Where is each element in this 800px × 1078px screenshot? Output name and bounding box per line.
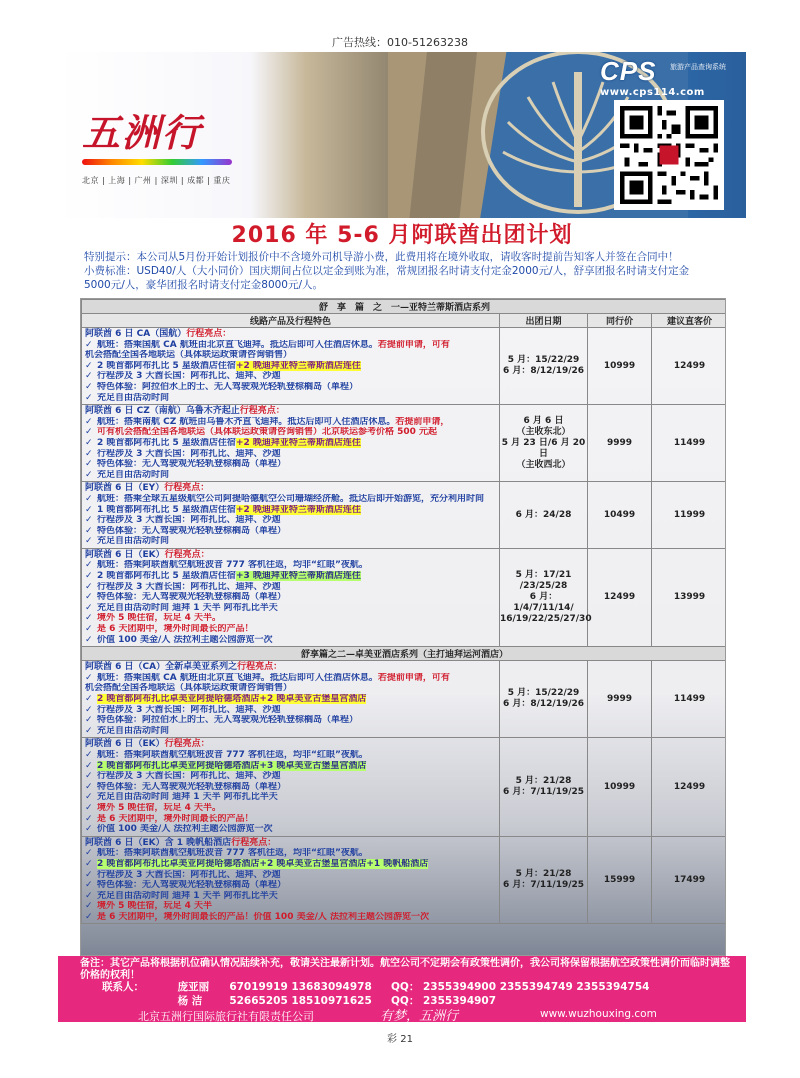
header-banner: [58, 52, 746, 218]
date-line: 6 月：7/11/19/25: [502, 787, 585, 798]
check-icon: ✓: [85, 613, 93, 624]
tour-schedule-table: [80, 298, 726, 956]
line-note: 若提前申请，可有: [377, 672, 450, 683]
itinerary-line: [85, 715, 496, 726]
slogan: 有梦，五洲行: [380, 1009, 459, 1022]
col-header-retail-price: 建议直客价: [652, 314, 727, 328]
contact-phones: 52665205 18510971625: [229, 995, 372, 1007]
line-note: 若提前申请，: [395, 416, 450, 427]
section-title: 舒 享 篇 之 一—亚特兰蒂斯酒店系列: [82, 300, 727, 314]
contact-qq: 2355394900 2355394749 2355394754: [422, 981, 650, 993]
check-icon: ✓: [85, 771, 93, 782]
itinerary-line: [85, 803, 496, 814]
page-number: 彩 21: [387, 1034, 413, 1045]
itinerary-line: [85, 603, 496, 614]
date-line: 6 月：24/28: [515, 509, 572, 520]
company-name: 北京五洲行国际旅行社有限责任公司: [138, 1010, 314, 1022]
date-line: 6 月：8/12/19/26: [502, 699, 585, 710]
check-icon: ✓: [85, 901, 93, 912]
date-line: 16/19/22/25/27/30: [500, 614, 592, 625]
departure-dates: [500, 738, 588, 836]
itinerary-line: [85, 417, 496, 428]
table-row: [82, 405, 727, 482]
retail-price: 17499: [652, 836, 727, 924]
line-text: 充足自由活动时间: [97, 392, 170, 403]
table-row: [82, 482, 727, 549]
itinerary-line: [85, 361, 496, 372]
line-text: 充足自由活动时间 迪拜 1 天半 阿布扎比半天: [97, 602, 278, 613]
itinerary-line: [85, 859, 496, 870]
itinerary-line: [85, 891, 496, 902]
qq-label: QQ：: [390, 995, 420, 1007]
hotel-highlight: +2 晚迪拜亚特兰蒂斯酒店连住: [235, 437, 361, 448]
retail-price: 12499: [652, 328, 727, 405]
contact-label: 联系人：: [102, 981, 144, 993]
section-header-row: [82, 300, 727, 314]
retail-price: 13999: [652, 548, 727, 646]
retail-price: 12499: [652, 738, 727, 836]
line-text: 航班：搭乘阿联酋航空航班波音 777 客机往返，均非“红眼”夜航。: [97, 749, 368, 760]
departure-dates: [500, 548, 592, 646]
check-icon: ✓: [85, 381, 93, 392]
flyer-page: [58, 52, 746, 1022]
itinerary-line: [85, 635, 496, 646]
check-icon: ✓: [85, 848, 93, 859]
cps-url: www.cps114.com: [600, 87, 705, 98]
qr-code: [614, 100, 724, 210]
contact-name: 杨 洁: [177, 995, 203, 1007]
route-description: [82, 836, 500, 924]
itinerary-line: [85, 470, 496, 481]
route-highlight-label: 行程亮点：: [186, 329, 232, 339]
line-text: 境外 5 晚住宿，玩足 4 天半。: [97, 802, 222, 813]
itinerary-line: [85, 673, 496, 684]
route-description: [82, 738, 500, 836]
hotel-highlight: +2 晚迪拜亚特兰蒂斯酒店连住: [235, 360, 361, 371]
route-description: [82, 405, 500, 482]
line-text: 2 晚首都阿布扎比 5 星级酒店住宿: [97, 437, 236, 448]
check-icon: ✓: [85, 634, 93, 645]
itinerary-line: [85, 792, 496, 803]
route-name: 阿联酋 6 日（CA）全新卓美亚系列之: [85, 662, 238, 673]
itinerary-line: [85, 582, 496, 593]
itinerary-line: [85, 459, 496, 470]
line-text: 可有机会搭配全国各地联运（具体联运政策请咨询销售）北京联运参考价格 500 元起: [97, 427, 438, 438]
check-icon: ✓: [85, 704, 93, 715]
cps-logo: CPS: [600, 56, 657, 86]
itinerary-line: [85, 494, 496, 505]
itinerary-line: [85, 571, 496, 582]
check-icon: ✓: [85, 792, 93, 803]
itinerary-line: [85, 694, 496, 705]
route-name: 阿联酋 6 日 CA（国航）: [85, 329, 187, 339]
route-name: 阿联酋 6 日 CZ（南航）乌鲁木齐起止: [85, 406, 240, 417]
check-icon: ✓: [85, 911, 93, 922]
check-icon: ✓: [85, 624, 93, 635]
contact-name: 庞亚丽: [177, 981, 210, 993]
check-icon: ✓: [85, 459, 93, 470]
hotel-highlight: 2 晚首都阿布扎比卓美亚阿提哈德塔酒店+3 晚卓美亚古堡皇宫酒店: [97, 760, 367, 771]
check-icon: ✓: [85, 749, 93, 760]
check-icon: ✓: [85, 824, 93, 835]
check-icon: ✓: [85, 571, 93, 582]
check-icon: ✓: [85, 536, 93, 547]
col-header-product: 线路产品及行程特色: [82, 314, 500, 328]
table-row: [82, 661, 727, 738]
itinerary-line: [85, 350, 496, 361]
line-text: 行程涉及 3 大酋长国：阿布扎比、迪拜、沙迦: [97, 448, 281, 459]
route-title: [85, 662, 496, 673]
column-header-row: [82, 314, 727, 328]
check-icon: ✓: [85, 392, 93, 403]
date-line: （主收西北）: [516, 459, 571, 470]
itinerary-line: [85, 814, 496, 825]
line-text: 机会搭配全国各地联运（具体联运政策请咨询销售）: [85, 683, 293, 694]
check-icon: ✓: [85, 672, 93, 683]
check-icon: ✓: [85, 416, 93, 427]
route-name: 阿联酋 6 日（EK）: [85, 549, 165, 560]
itinerary-line: [85, 560, 496, 571]
cps-badge: [600, 56, 740, 104]
check-icon: ✓: [85, 725, 93, 736]
line-text: 充足自由活动时间: [97, 725, 170, 736]
line-text: 特色体验：无人驾驶观光轻轨登棕榈岛（单程）: [97, 525, 287, 536]
hotel-highlight: 2 晚首都阿布扎比卓美亚阿提哈德塔酒店+2 晚卓美亚古堡皇宫酒店: [97, 694, 367, 704]
date-line: 6 月：8/12/19/26: [502, 366, 585, 377]
line-text: 价值 100 美金/人 法拉利主题公园游览一次: [97, 824, 273, 835]
rainbow-stripe: [82, 159, 232, 165]
departure-dates: [500, 661, 588, 738]
route-highlight-label: 行程亮点：: [237, 662, 283, 673]
special-notes: [84, 250, 724, 292]
line-text: 是 6 天团期中，境外时间最长的产品！: [97, 813, 254, 824]
line-text: 特色体验：无人驾驶观光轻轨登棕榈岛（单程）: [97, 781, 287, 792]
company-website: www.wuzhouxing.com: [540, 1008, 657, 1020]
table-row: [82, 548, 727, 646]
check-icon: ✓: [85, 493, 93, 504]
itinerary-line: [85, 613, 496, 624]
route-title: [85, 329, 496, 340]
line-text: 机会搭配全国各地联运（具体联运政策请咨询销售）: [85, 350, 293, 361]
brand-wordmark: 五洲行: [82, 110, 203, 155]
col-header-dates: 出团日期: [500, 314, 588, 328]
note-line: 5000元/人，豪华团报名时请支付定金8000元/人。: [84, 279, 324, 291]
check-icon: ✓: [85, 890, 93, 901]
cps-subtitle: 旅游产品查询系统: [670, 63, 726, 71]
check-icon: ✓: [85, 448, 93, 459]
line-text: 境外 5 晚住宿，玩足 4 天半: [97, 901, 213, 912]
check-icon: ✓: [85, 592, 93, 603]
company-logo: [82, 102, 252, 192]
check-icon: ✓: [85, 602, 93, 613]
contact-row: [102, 979, 649, 994]
table-row: [82, 836, 727, 924]
route-title: [85, 838, 496, 849]
line-note: 若提前申请，可有: [377, 339, 450, 350]
date-line: 5 月：17/21: [515, 570, 572, 581]
itinerary-line: [85, 449, 496, 460]
line-text: 特色体验：阿拉伯水上的士、无人驾驶观光轻轨登棕榈岛（单程）: [97, 381, 359, 392]
route-name: 阿联酋 6 日（EK）: [85, 739, 165, 750]
peer-price: 15999: [588, 836, 652, 924]
retail-price: 11499: [652, 661, 727, 738]
route-name: 阿联酋 6 日（EY）: [85, 483, 165, 494]
date-line: 6 月 6 日: [523, 415, 564, 426]
check-icon: ✓: [85, 802, 93, 813]
itinerary-line: [85, 848, 496, 859]
check-icon: ✓: [85, 525, 93, 536]
departure-dates: [500, 405, 588, 482]
itinerary-line: [85, 726, 496, 737]
itinerary-line: [85, 592, 496, 603]
peer-price: 9999: [588, 661, 652, 738]
section-header-row: [82, 647, 727, 661]
table-row: [82, 738, 727, 836]
itinerary-line: [85, 761, 496, 772]
route-name: 阿联酋 6 日（EK）含 1 晚帆船酒店: [85, 837, 232, 848]
route-highlight-label: 行程亮点：: [239, 406, 285, 417]
check-icon: ✓: [85, 694, 93, 704]
route-highlight-label: 行程亮点：: [164, 483, 210, 494]
check-icon: ✓: [85, 581, 93, 592]
itinerary-line: [85, 901, 496, 912]
line-text: 行程涉及 3 大酋长国：阿布扎比、迪拜、沙迦: [97, 581, 281, 592]
page-title: 2016 年 5-6 月阿联酋出团计划: [231, 223, 573, 248]
check-icon: ✓: [85, 437, 93, 448]
itinerary-line: [85, 393, 496, 404]
line-text: 充足自由活动时间: [97, 469, 170, 480]
contact-qq: 2355394907: [422, 995, 497, 1007]
route-description: [82, 328, 500, 405]
route-title: [85, 739, 496, 750]
date-line: 6 月：7/11/19/25: [502, 880, 585, 891]
line-text: 行程涉及 3 大酋长国：阿布扎比、迪拜、沙迦: [97, 704, 281, 715]
date-line: 6 月：1/4/7/11/14/: [513, 592, 574, 614]
retail-price: 11999: [652, 482, 727, 549]
route-title: [85, 550, 496, 561]
itinerary-line: [85, 340, 496, 351]
departure-dates: [500, 482, 588, 549]
line-text: 特色体验：无人驾驶观光轻轨登棕榈岛（单程）: [97, 592, 287, 603]
line-text: 行程涉及 3 大酋长国：阿布扎比、迪拜、沙迦: [97, 771, 281, 782]
line-text: 充足自由活动时间 迪拜 1 天半 阿布扎比半天: [97, 890, 278, 901]
route-title: [85, 483, 496, 494]
line-text: 价值 100 美金/人 法拉利主题公园游览一次: [97, 634, 273, 645]
itinerary-line: [85, 505, 496, 516]
itinerary-line: [85, 427, 496, 438]
peer-price: 10999: [588, 328, 652, 405]
check-icon: ✓: [85, 504, 93, 515]
hotel-highlight: +3 晚迪拜亚特兰蒂斯酒店连住: [235, 571, 361, 582]
date-line: /23/25/28: [519, 581, 568, 592]
itinerary-line: [85, 782, 496, 793]
line-text: 行程涉及 3 大酋长国：阿布扎比、迪拜、沙迦: [97, 371, 281, 382]
check-icon: ✓: [85, 515, 93, 526]
peer-price: 12499: [588, 548, 652, 646]
table-row: [82, 328, 727, 405]
check-icon: ✓: [85, 469, 93, 480]
itinerary-line: [85, 371, 496, 382]
check-icon: ✓: [85, 869, 93, 880]
date-line: 5 月：15/22/29: [507, 688, 580, 699]
itinerary-line: [85, 705, 496, 716]
route-description: [82, 661, 500, 738]
route-description: [82, 482, 500, 549]
line-text: 1 晚首都阿布扎比 5 星级酒店住宿: [97, 504, 236, 515]
peer-price: 9999: [588, 405, 652, 482]
line-text: 行程涉及 3 大酋长国：阿布扎比、迪拜、沙迦: [97, 515, 281, 526]
route-description: [82, 548, 500, 646]
line-text: 特色体验：无人驾驶观光轻轨登棕榈岛（单程）: [97, 880, 287, 891]
footer-remark: 备注：其它产品将根据机位确认情况陆续补充，敬请关注最新计划。航空公司不定期会有政策性调价，我公司将保留根据航空政策性调价而临时调整价格的权利！: [80, 958, 730, 981]
peer-price: 10499: [588, 482, 652, 549]
check-icon: ✓: [85, 360, 93, 371]
peer-price: 10999: [588, 738, 652, 836]
itinerary-line: [85, 536, 496, 547]
hotel-highlight: 2 晚首都阿布扎比卓美亚阿提哈德塔酒店+2 晚卓美亚古堡皇宫酒店+1 晚帆船酒店: [97, 858, 429, 869]
col-header-peer-price: 同行价: [588, 314, 652, 328]
date-line: 5 月：21/28: [515, 776, 572, 787]
line-text: 航班：搭乘南航 CZ 航班由乌鲁木齐直飞迪拜。抵达后即可入住酒店休息。: [97, 416, 396, 427]
itinerary-line: [85, 750, 496, 761]
line-text: 境外 5 晚住宿，玩足 4 天半。: [97, 613, 222, 624]
check-icon: ✓: [85, 371, 93, 382]
itinerary-line: [85, 683, 496, 694]
line-text: 2 晚首都阿布扎比 5 星级酒店住宿: [97, 571, 236, 582]
qq-label: QQ：: [390, 981, 420, 993]
line-text: 航班：搭乘国航 CA 航班由北京直飞迪拜。抵达后即可入住酒店休息。: [97, 339, 378, 350]
check-icon: ✓: [85, 781, 93, 792]
check-icon: ✓: [85, 813, 93, 824]
retail-price: 11499: [652, 405, 727, 482]
itinerary-line: [85, 824, 496, 835]
date-line: 5 月 23 日/6 月 20 日: [501, 437, 586, 459]
contact-phones: 67019919 13683094978: [229, 981, 372, 993]
itinerary-line: [85, 912, 496, 923]
check-icon: ✓: [85, 427, 93, 438]
footer-bar: [58, 956, 746, 1022]
itinerary-line: [85, 515, 496, 526]
hotel-highlight: +2 晚迪拜亚特兰蒂斯酒店连住: [235, 504, 361, 515]
line-text: 是 6 天团期中，境外时间最长的产品！价值 100 美金/人 法拉利主题公园游览一次: [97, 911, 430, 922]
departure-dates: [500, 328, 588, 405]
date-line: 5 月：15/22/29: [507, 355, 580, 366]
line-text: 特色体验：无人驾驶观光轻轨登棕榈岛（单程）: [97, 459, 287, 470]
itinerary-line: [85, 870, 496, 881]
check-icon: ✓: [85, 760, 93, 771]
itinerary-line: [85, 880, 496, 891]
check-icon: ✓: [85, 560, 93, 571]
line-text: 航班：搭乘国航 CA 航班由北京直飞迪拜。抵达后即可入住酒店休息。: [97, 672, 378, 683]
itinerary-line: [85, 624, 496, 635]
route-highlight-label: 行程亮点：: [164, 739, 210, 750]
check-icon: ✓: [85, 880, 93, 891]
line-text: 行程涉及 3 大酋长国：阿布扎比、迪拜、沙迦: [97, 869, 281, 880]
branch-cities: 北京 | 上海 | 广州 | 深圳 | 成都 | 重庆: [82, 176, 231, 185]
note-line: 小费标准：USD40/人（大小同价）国庆期间占位以定金到账为准，常规团报名时请支付定金2000元/人，舒享团报名时请支付定金: [84, 265, 690, 277]
line-text: 是 6 天团期中，境外时间最长的产品！: [97, 624, 254, 635]
line-text: 航班：搭乘阿联酋航空航班波音 777 客机往返，均非“红眼”夜航。: [97, 560, 368, 571]
line-text: 航班：搭乘全球五星级航空公司阿提哈德航空公司珊瑚经济舱。抵达后即开始游览，充分利用时间: [97, 493, 485, 504]
date-line: 5 月：21/28: [515, 869, 572, 880]
section-title: 舒享篇之二—卓美亚酒店系列（主打迪拜运河酒店）: [82, 647, 727, 661]
line-text: 特色体验：阿拉伯水上的士、无人驾驶观光轻轨登棕榈岛（单程）: [97, 715, 359, 726]
itinerary-line: [85, 382, 496, 393]
line-text: 航班：搭乘阿联酋航空航班波音 777 客机往返，均非“红眼”夜航。: [97, 848, 368, 859]
check-icon: ✓: [85, 715, 93, 726]
line-text: 充足自由活动时间: [97, 536, 170, 547]
check-icon: ✓: [85, 339, 93, 350]
line-text: 2 晚首都阿布扎比 5 星级酒店住宿: [97, 360, 236, 371]
route-highlight-label: 行程亮点：: [164, 549, 210, 560]
route-highlight-label: 行程亮点：: [231, 837, 277, 848]
ad-hotline: 广告热线：010-51263238: [332, 36, 468, 49]
departure-dates: [500, 836, 588, 924]
itinerary-line: [85, 526, 496, 537]
note-line: 特别提示：本公司从5月份开始计划报价中不含境外司机导游小费，此费用将在境外收取，请收客时提前告知客人并签在合同中！: [84, 251, 679, 263]
route-title: [85, 406, 496, 417]
itinerary-line: [85, 771, 496, 782]
line-text: 充足自由活动时间 迪拜 1 天半 阿布扎比半天: [97, 792, 278, 803]
check-icon: ✓: [85, 858, 93, 869]
date-line: （主收东北）: [516, 426, 571, 437]
itinerary-line: [85, 438, 496, 449]
